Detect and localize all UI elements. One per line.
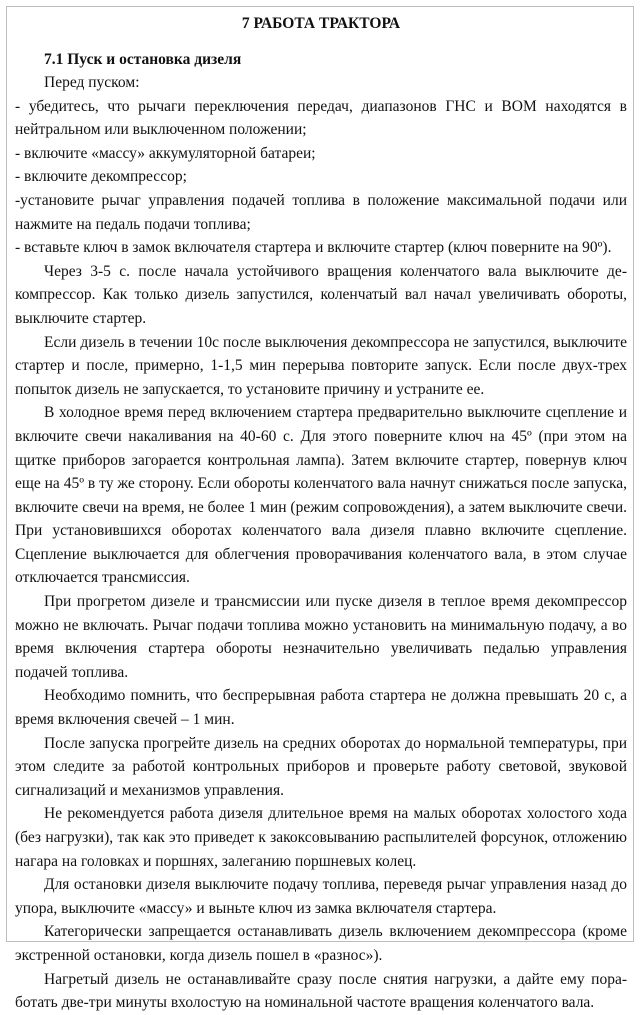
body-paragraph: Необходимо помнить, что беспрерывная работа стартера не должна превышать 20 с, а время включения свечей – 1 мин. bbox=[15, 687, 627, 729]
body-paragraph: Категорически запрещается останавливать дизель включением декомпрессора (кроме экстренной остановки, когда дизель пошел в «разнос»). bbox=[15, 923, 627, 964]
bullet-item: - включите декомпрессор; bbox=[15, 168, 187, 186]
body-paragraph: Если дизель в течении 10с после выключения декомпрессора не запустился, выключите стартер и после, примерно, 1-1,5 мин перерыва повторите запуск. Если после двух-трех попыток дизель не запускается, то установите причину и устраните ее. bbox=[15, 333, 627, 398]
body-paragraph: При прогретом дизеле и трансмиссии или пуске дизеля в теплое время декомпрессор можно не включать. Рычаг подачи топлива можно установить на минимальную подачу, а во время включения стартера обороты незначительно увеличивать педалью управления подачей топлива. bbox=[15, 593, 627, 681]
bullet-item: - включите «массу» аккумуляторной батареи; bbox=[15, 144, 316, 162]
body-paragraph: Нагретый дизель не останавливайте сразу после снятия нагрузки, а дайте ему поработать две-три минуты вхолостую на номинальной частоте вращения коленчатого вала. bbox=[15, 970, 627, 1012]
body-paragraph: Не рекомендуется работа дизеля длительное время на малых оборотах холостого хода (без нагрузки), так как это приведет к закоксовыванию распылителей форсунок, отложению нагара на головках и поршнях, залеганию поршневых колец. bbox=[15, 805, 627, 870]
body-paragraph: Через 3-5 с. после начала устойчивого вращения коленчатого вала выключите декомпрессор. Как только дизель запустился, коленчатый вал начал увеличивать обороты, выключите стартер. bbox=[15, 262, 627, 327]
chapter-title: 7 РАБОТА ТРАКТОРА bbox=[241, 15, 401, 32]
bullet-item: - вставьте ключ в замок включателя стартера и включите стартер (ключ поверните на 90º). bbox=[15, 239, 612, 257]
bullet-item: - убедитесь, что рычаги переключения передач, диапазонов ГНС и ВОМ находятся в нейтральном или выключенном положении; bbox=[15, 97, 627, 139]
body-paragraph: В холодное время перед включением стартера предварительно выключите сцепление и включите свечи накаливания на 40-60 с. Для этого поверните ключ на 45º (при этом на щитке приборов загорается контрольная лампа). Затем включите стартер, повернув ключ еще на 45º в ту же сторону. Если обороты коленчатого вала начнут снижаться после запуска, включите свечи на время, не более 1 мин (режим сопровождения), а затем выключите свечи. При установившихся оборотах коленчатого вала дизеля плавно включите сцепление. Сцепление выключается для облегчения проворачивания коленчатого вала, в этом случае отключается трансмиссия. bbox=[15, 404, 627, 587]
intro-line: Перед пуском: bbox=[44, 74, 140, 91]
section-title: 7.1 Пуск и остановка дизеля bbox=[44, 51, 242, 68]
body-paragraph: Для остановки дизеля выключите подачу топлива, переведя рычаг управления назад до упора, выключите «массу» и выньте ключ из замка включателя стартера. bbox=[15, 876, 627, 917]
body-paragraph: После запуска прогрейте дизель на средних оборотах до нормальной температуры, при этом следите за работой контрольных приборов и проверьте работу световой, звуковой сигнализаций и механизмов управления. bbox=[15, 734, 627, 799]
document-page bbox=[6, 6, 634, 1012]
bullet-item: -установите рычаг управления подачей топлива в положение максимальной подачи или нажмите на педаль подачи топлива; bbox=[15, 191, 627, 233]
